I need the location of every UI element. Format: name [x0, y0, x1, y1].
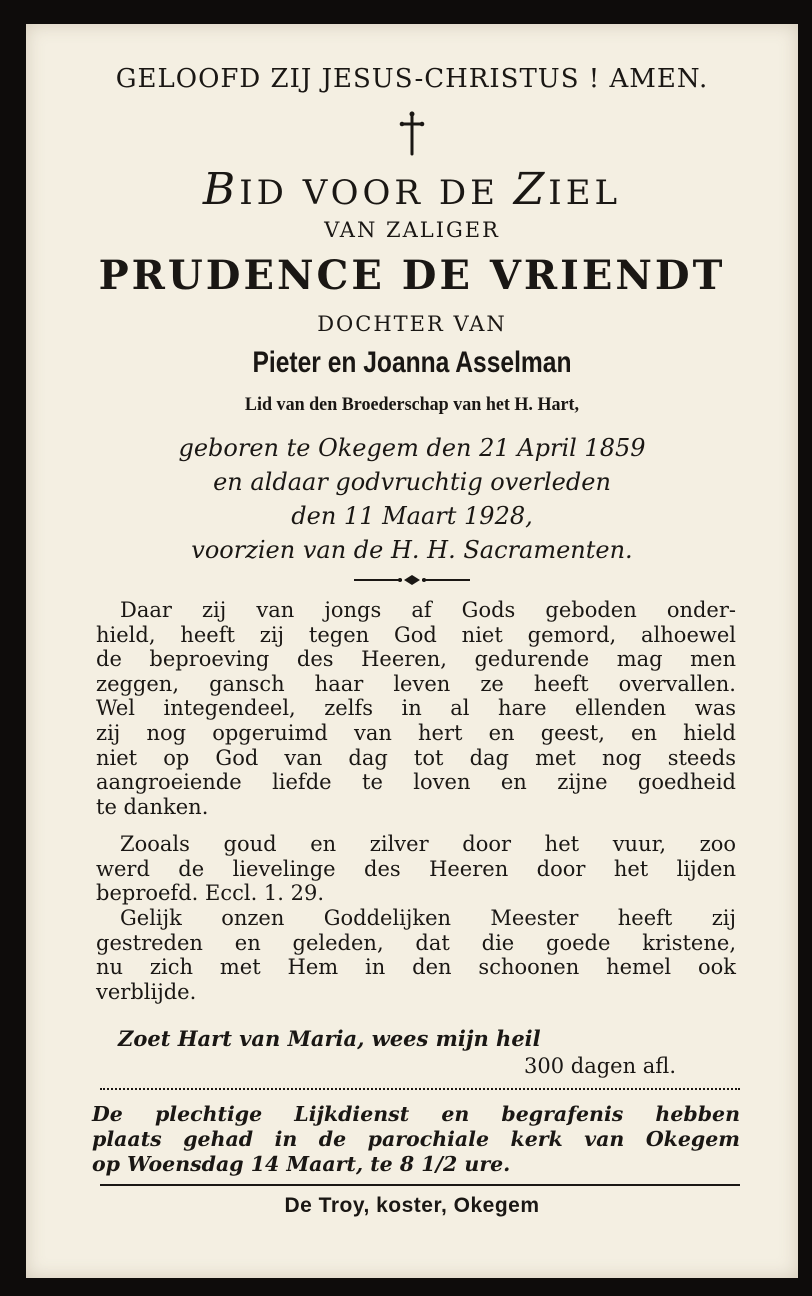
text-line: verblijde. [96, 979, 197, 1004]
death-date-line: den 11 Maart 1928, [291, 502, 533, 530]
sacraments-line: voorzien van de H. H. Sacramenten. [191, 536, 633, 564]
funeral-notice [92, 1102, 740, 1177]
ziel-rest: IEL [548, 173, 622, 213]
text-line: werd de lievelinge des Heeren door het lijden [96, 856, 736, 881]
paragraph-gold [96, 832, 736, 906]
text-line: Zooals goud en zilver door het vuur, zoo [120, 832, 736, 856]
scripture-reference: Eccl. 1. 29. [205, 881, 325, 906]
text-line: nu zich met Hem in den schoonen hemel ook [96, 955, 736, 980]
text-line: plaats gehad in de parochiale kerk van Okegem [92, 1127, 740, 1151]
memorial-card [26, 24, 798, 1278]
deceased-name: PRUDENCE DE VRIENDT [98, 252, 726, 299]
text-line: beproefd. [96, 881, 199, 906]
text-line: Daar zij van jongs af Gods geboden onder- [120, 598, 736, 622]
ziel-initial: Z [513, 164, 549, 215]
text-line: de beproeving des Heeren, gedurende mag men [96, 647, 736, 672]
van-zaliger: VAN ZALIGER [324, 218, 500, 242]
indulgence-text: 300 dagen afl. [524, 1054, 676, 1078]
text-line: te danken. [96, 794, 209, 819]
text-line: gestreden en geleden, dat die goede kristene, [96, 930, 736, 955]
text-line: hield, heeft zij tegen God niet gemord, alhoewel [96, 622, 736, 647]
text-line: niet op God van dag tot dag met nog steeds [96, 745, 736, 770]
bid-initial: B [202, 164, 240, 215]
dochter-van: DOCHTER VAN [317, 312, 507, 336]
text-line: De plechtige Lijkdienst en begrafenis hebben [92, 1102, 740, 1126]
text-line: zeggen, gansch haar leven ze heeft overvallen. [96, 671, 736, 696]
printer-credit: De Troy, koster, Okegem [284, 1194, 540, 1217]
ornament-divider [26, 572, 798, 588]
text-line: Gelijk onzen Goddelijken Meester heeft zij [120, 906, 736, 930]
text-line: op Woensdag 14 Maart, te 8 1/2 ure. [92, 1152, 511, 1176]
bid-voor-de-ziel-heading [26, 164, 798, 215]
dotted-divider [100, 1088, 740, 1090]
text-line-with-reference [96, 881, 736, 906]
paragraph-life [96, 598, 736, 819]
prayer-text: Zoet Hart van Maria, wees mijn heil [118, 1026, 541, 1051]
text-line: zij nog opgeruimd van hert en geest, en hield [96, 720, 736, 745]
parents-names: Pieter en Joanna Asselman [252, 346, 572, 379]
text-line: aangroeiende liefde te loven en zijne goedheid [96, 770, 736, 795]
paragraph-master [96, 906, 736, 1004]
death-line: en aldaar godvruchtig overleden [213, 468, 611, 496]
solid-divider [100, 1184, 740, 1186]
brotherhood-membership: Lid van den Broederschap van het H. Hart, [244, 394, 580, 415]
bid-rest: ID VOOR DE [239, 173, 514, 213]
text-line: Wel integendeel, zelfs in al hare ellenden was [96, 696, 736, 721]
birth-line: geboren te Okegem den 21 April 1859 [178, 434, 646, 462]
cross-icon [26, 110, 798, 156]
header-text: GELOOFD ZIJ JESUS-CHRISTUS ! AMEN. [115, 64, 709, 94]
